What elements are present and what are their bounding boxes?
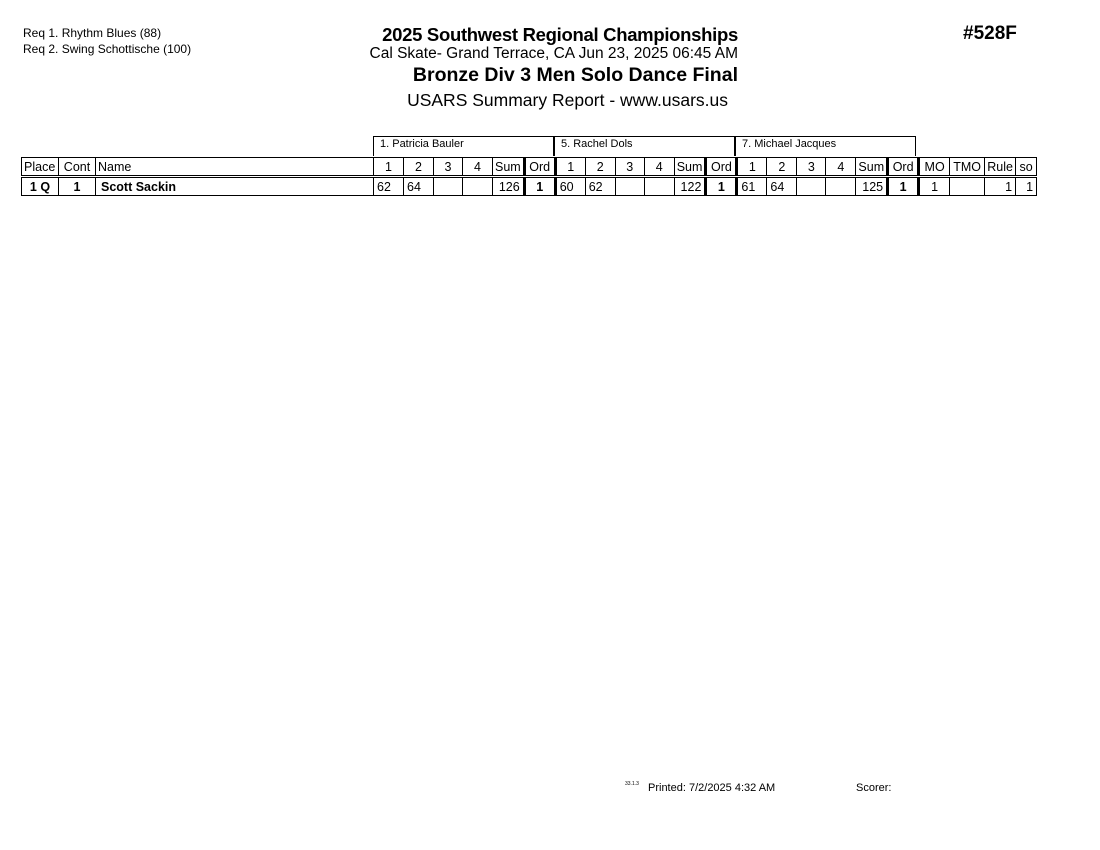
col-j2-sum: Sum xyxy=(674,158,706,177)
column-header-row xyxy=(22,158,1037,177)
row-j3-score-1: 61 xyxy=(737,177,767,196)
col-cont: Cont xyxy=(59,158,96,177)
judge-3-header: 7. Michael Jacques xyxy=(735,136,916,156)
row-j2-score-3 xyxy=(615,177,644,196)
row-j3-score-4 xyxy=(826,177,856,196)
requirement-2: Req 2. Swing Schottische (100) xyxy=(23,42,192,56)
col-j1-score-2: 2 xyxy=(404,158,434,177)
row-j1-score-3 xyxy=(434,177,463,196)
col-place: Place xyxy=(22,158,59,177)
judge-1-header: 1. Patricia Bauler xyxy=(373,136,554,156)
col-mo: MO xyxy=(919,158,950,177)
event-title: 2025 Southwest Regional Championships xyxy=(382,24,738,45)
event-number: #528F xyxy=(963,23,1017,44)
judge-2-header: 5. Rachel Dols xyxy=(554,136,735,156)
row-j3-score-3 xyxy=(797,177,826,196)
row-j2-sum: 122 xyxy=(674,177,706,196)
requirement-1: Req 1. Rhythm Blues (88) xyxy=(23,26,162,40)
row-mo: 1 xyxy=(919,177,950,196)
footer-scorer: Scorer: xyxy=(856,782,892,794)
results-table xyxy=(21,157,1037,196)
row-so: 1 xyxy=(1016,177,1037,196)
col-rule: Rule xyxy=(985,158,1016,177)
footer-version-code: 33.1.3 xyxy=(625,781,639,787)
row-j2-score-4 xyxy=(644,177,674,196)
col-j2-ord: Ord xyxy=(706,158,737,177)
col-j3-score-3: 3 xyxy=(797,158,826,177)
row-j3-sum: 125 xyxy=(856,177,888,196)
row-j3-score-2: 64 xyxy=(767,177,797,196)
col-j2-score-2: 2 xyxy=(585,158,615,177)
col-j2-score-3: 3 xyxy=(615,158,644,177)
col-name: Name xyxy=(96,158,374,177)
row-name: Scott Sackin xyxy=(96,177,374,196)
col-j3-score-4: 4 xyxy=(826,158,856,177)
col-j2-score-1: 1 xyxy=(555,158,585,177)
event-location-date: Cal Skate- Grand Terrace, CA Jun 23, 2025 06:45 AM xyxy=(369,45,738,62)
row-tmo xyxy=(950,177,985,196)
col-j3-sum: Sum xyxy=(856,158,888,177)
row-j1-sum: 126 xyxy=(493,177,525,196)
col-j1-ord: Ord xyxy=(524,158,555,177)
report-name: USARS Summary Report - www.usars.us xyxy=(407,90,728,110)
col-j1-sum: Sum xyxy=(493,158,525,177)
row-j2-score-2: 62 xyxy=(585,177,615,196)
row-j1-ord: 1 xyxy=(524,177,555,196)
col-j1-score-1: 1 xyxy=(374,158,404,177)
row-place: 1 Q xyxy=(22,177,59,196)
col-j1-score-4: 4 xyxy=(463,158,493,177)
row-cont: 1 xyxy=(59,177,96,196)
footer-printed: Printed: 7/2/2025 4:32 AM xyxy=(648,782,776,794)
row-j1-score-4 xyxy=(463,177,493,196)
row-j3-ord: 1 xyxy=(888,177,919,196)
row-j2-ord: 1 xyxy=(706,177,737,196)
col-j1-score-3: 3 xyxy=(434,158,463,177)
event-division: Bronze Div 3 Men Solo Dance Final xyxy=(412,64,738,86)
col-j3-score-2: 2 xyxy=(767,158,797,177)
col-j2-score-4: 4 xyxy=(644,158,674,177)
row-rule: 1 xyxy=(985,177,1016,196)
col-j3-score-1: 1 xyxy=(737,158,767,177)
row-j2-score-1: 60 xyxy=(555,177,585,196)
col-tmo: TMO xyxy=(950,158,985,177)
table-row xyxy=(22,177,1037,196)
col-so: so xyxy=(1016,158,1037,177)
row-j1-score-1: 62 xyxy=(374,177,404,196)
col-j3-ord: Ord xyxy=(888,158,919,177)
row-j1-score-2: 64 xyxy=(404,177,434,196)
